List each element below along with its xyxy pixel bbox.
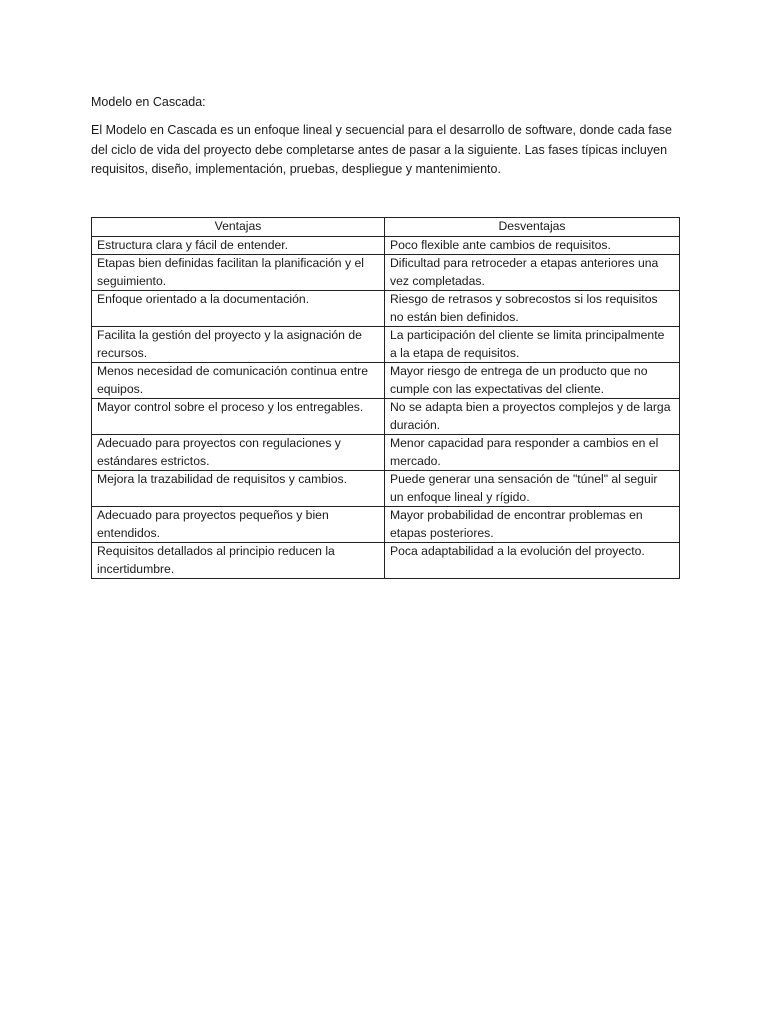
advantage-cell: Enfoque orientado a la documentación.	[92, 291, 385, 327]
table-row	[92, 363, 680, 399]
disadvantage-cell: Mayor probabilidad de encontrar problemas en etapas posteriores.	[385, 507, 680, 543]
disadvantage-cell: Poca adaptabilidad a la evolución del proyecto.	[385, 543, 680, 579]
table-row	[92, 236, 680, 255]
disadvantage-cell: Mayor riesgo de entrega de un producto que no cumple con las expectativas del cliente.	[385, 363, 680, 399]
table-row	[92, 507, 680, 543]
disadvantage-cell: Menor capacidad para responder a cambios en el mercado.	[385, 435, 680, 471]
advantage-cell: Requisitos detallados al principio reducen la incertidumbre.	[92, 543, 385, 579]
table-row	[92, 471, 680, 507]
advantage-cell: Adecuado para proyectos pequeños y bien entendidos.	[92, 507, 385, 543]
header-ventajas: Ventajas	[92, 218, 385, 237]
advantage-cell: Etapas bien definidas facilitan la planificación y el seguimiento.	[92, 255, 385, 291]
disadvantage-cell: Dificultad para retroceder a etapas anteriores una vez completadas.	[385, 255, 680, 291]
table-row	[92, 291, 680, 327]
table-row	[92, 255, 680, 291]
header-desventajas: Desventajas	[385, 218, 680, 237]
advantage-cell: Mejora la trazabilidad de requisitos y cambios.	[92, 471, 385, 507]
disadvantage-cell: Riesgo de retrasos y sobrecostos si los requisitos no están bien definidos.	[385, 291, 680, 327]
document-heading: Modelo en Cascada:	[91, 95, 206, 109]
disadvantage-cell: Puede generar una sensación de "túnel" al seguir un enfoque lineal y rígido.	[385, 471, 680, 507]
disadvantage-cell: La participación del cliente se limita principalmente a la etapa de requisitos.	[385, 327, 680, 363]
advantage-cell: Menos necesidad de comunicación continua entre equipos.	[92, 363, 385, 399]
disadvantage-cell: No se adapta bien a proyectos complejos y de larga duración.	[385, 399, 680, 435]
advantage-cell: Adecuado para proyectos con regulaciones y estándares estrictos.	[92, 435, 385, 471]
disadvantage-cell: Poco flexible ante cambios de requisitos.	[385, 236, 680, 255]
table-header-row	[92, 218, 680, 237]
table-row	[92, 435, 680, 471]
advantage-cell: Estructura clara y fácil de entender.	[92, 236, 385, 255]
intro-paragraph: El Modelo en Cascada es un enfoque lineal y secuencial para el desarrollo de software, donde cada fase del ciclo de vida del proyecto debe completarse antes de pasar a la siguiente. Las fases típicas incluyen requisitos, diseño, implementación, pruebas, despliegue y mantenimiento.	[91, 123, 672, 176]
table-row	[92, 543, 680, 579]
comparison-table	[91, 217, 680, 579]
document-page	[91, 94, 679, 180]
advantage-cell: Facilita la gestión del proyecto y la asignación de recursos.	[92, 327, 385, 363]
table-row	[92, 399, 680, 435]
table-row	[92, 327, 680, 363]
advantage-cell: Mayor control sobre el proceso y los entregables.	[92, 399, 385, 435]
